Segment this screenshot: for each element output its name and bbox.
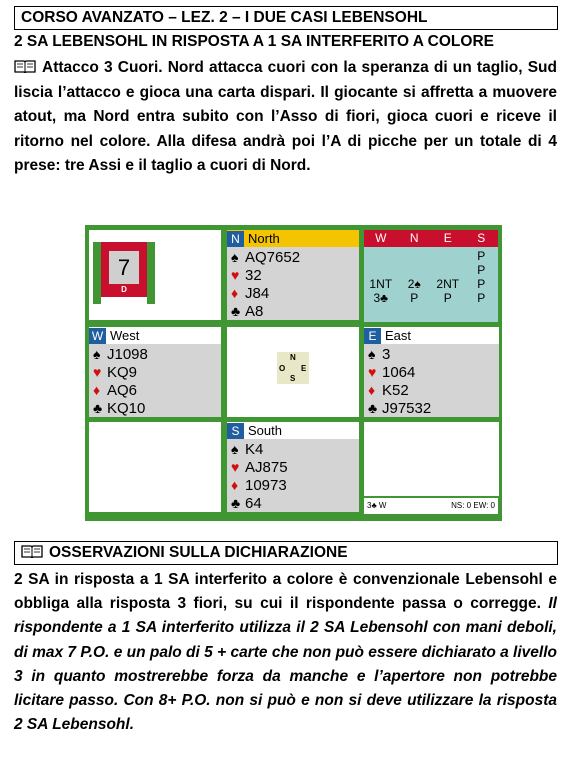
empty-cell (89, 422, 221, 512)
south-hearts-cards: AJ875 (245, 459, 288, 476)
west-diamonds-cards: AQ6 (107, 382, 138, 399)
bid-cell (431, 263, 465, 277)
north-name: North (248, 231, 280, 246)
observations-paragraph (14, 568, 557, 737)
bid-cell (431, 249, 465, 263)
bid-cell: P (443, 291, 452, 305)
dealer-marker: D (121, 285, 127, 294)
east-diamonds (364, 381, 499, 399)
bid-cell (364, 249, 398, 263)
west-hearts-cards: KQ9 (107, 364, 138, 381)
bid-col-east: E (443, 231, 452, 245)
club-icon: ♣ (231, 303, 241, 319)
score-bar (364, 498, 498, 514)
board-number: 7 (109, 251, 139, 284)
north-hand (227, 230, 359, 320)
diamond-icon: ♦ (231, 285, 239, 301)
result-cell (364, 422, 499, 496)
bid-col-south: S (477, 231, 486, 245)
west-clubs (89, 399, 221, 417)
north-hearts-cards: 32 (245, 267, 262, 284)
bid-col-north: N (409, 231, 419, 245)
vulnerability-frame (93, 242, 155, 297)
bid-cell: 2NT (436, 277, 460, 291)
east-hand (364, 327, 499, 417)
east-spades (364, 345, 499, 363)
bid-cell: P (477, 277, 486, 291)
spade-icon: ♠ (93, 346, 101, 362)
diamond-icon: ♦ (368, 382, 376, 398)
west-cards (89, 344, 221, 417)
bid-row (364, 277, 498, 291)
east-name: East (385, 328, 412, 343)
bidding-header (364, 230, 498, 247)
south-hearts (227, 458, 359, 476)
compass-north: N (290, 353, 296, 362)
bid-row (364, 291, 498, 305)
observations-title: OSSERVAZIONI SULLA DICHIARAZIONE (49, 544, 348, 561)
west-spades (89, 345, 221, 363)
south-clubs (227, 494, 359, 512)
spade-icon: ♠ (368, 346, 376, 362)
lead-paragraph (14, 56, 557, 179)
south-diamonds (227, 476, 359, 494)
west-name: West (110, 328, 140, 343)
diamond-icon: ♦ (93, 382, 101, 398)
bid-col-west: W (375, 231, 387, 245)
north-cards (227, 247, 359, 320)
bid-cell: P (477, 249, 486, 263)
bid-cell: P (477, 263, 486, 277)
south-cards (227, 439, 359, 512)
west-header (89, 327, 221, 344)
bid-cell: 2♠ (407, 277, 421, 291)
contract-label: 3♣ W (367, 501, 387, 510)
bid-cell: 3♣ (373, 291, 389, 305)
book-icon (14, 59, 36, 73)
south-clubs-cards: 64 (245, 495, 262, 512)
compass-icon (277, 352, 309, 384)
east-hearts-cards: 1064 (382, 364, 416, 381)
north-seat-tag: N (227, 231, 244, 248)
south-diamonds-cards: 10973 (245, 477, 287, 494)
bidding-table (364, 230, 498, 322)
bid-cell: P (410, 291, 419, 305)
north-clubs (227, 302, 359, 320)
east-header (364, 327, 499, 344)
north-diamonds (227, 284, 359, 302)
east-spades-cards: 3 (382, 346, 391, 363)
east-clubs (364, 399, 499, 417)
table-center (227, 327, 359, 417)
bid-cell (398, 263, 432, 277)
nonvul-stripe-right (147, 242, 155, 304)
score-label: NS: 0 EW: 0 (451, 501, 495, 510)
bid-cell: P (477, 291, 486, 305)
east-hearts (364, 363, 499, 381)
east-cards (364, 344, 499, 417)
west-hearts (89, 363, 221, 381)
south-header (227, 422, 359, 439)
heart-icon: ♥ (93, 364, 102, 380)
north-header (227, 230, 359, 247)
heart-icon: ♥ (231, 459, 240, 475)
observations-title-box (14, 541, 558, 565)
bid-cell: 1NT (369, 277, 393, 291)
east-diamonds-cards: K52 (382, 382, 409, 399)
east-clubs-cards: J97532 (382, 400, 432, 417)
west-diamonds (89, 381, 221, 399)
south-name: South (248, 423, 282, 438)
spade-icon: ♠ (231, 441, 239, 457)
compass-west: O (279, 364, 286, 373)
book-icon (21, 544, 43, 558)
south-spades (227, 440, 359, 458)
observations-italic-text: Il rispondente a 1 SA interferito utilizza il 2 SA Lebensohl con mani deboli, di max 7 P.O. e un palo di 5 + carte che non può essere dichiarato a livello 3 in quanto mostrerebbe forza da manche e l’apertore non potrebbe licitare passo. Con 8+ P.O. non si può e non si deve utilizzare la risposta 2 SA Lebensohl. (14, 595, 557, 734)
bid-cell (364, 263, 398, 277)
diamond-icon: ♦ (231, 477, 239, 493)
spade-icon: ♠ (231, 249, 239, 265)
heart-icon: ♥ (231, 267, 240, 283)
club-icon: ♣ (93, 400, 103, 416)
west-hand (89, 327, 221, 417)
compass-south: S (290, 374, 296, 383)
east-seat-tag: E (364, 328, 381, 345)
south-spades-cards: K4 (245, 441, 264, 458)
lesson-title: CORSO AVANZATO – LEZ. 2 – I DUE CASI LEBENSOHL (14, 6, 558, 30)
lead-text: Attacco 3 Cuori. Nord attacca cuori con la speranza di un taglio, Sud liscia l’attacco e gioca una carta dispari. Il giocante si affretta a muovere atout, ma Nord entra subito con l’Asso di fiori, gioca cuori e riceve il ritorno nel colore. Alla difesa andrà poi l’A di picche per un totale di 4 prese: tre Assi e il taglio a cuori di Nord. (14, 59, 557, 175)
west-clubs-cards: KQ10 (107, 400, 146, 417)
heart-icon: ♥ (368, 364, 377, 380)
bid-row (364, 263, 498, 277)
bid-row (364, 249, 498, 263)
west-seat-tag: W (89, 328, 106, 345)
bridge-deal-diagram (85, 225, 502, 521)
north-clubs-cards: A8 (245, 303, 264, 320)
club-icon: ♣ (368, 400, 378, 416)
west-spades-cards: J1098 (107, 346, 148, 363)
compass-east: E (301, 364, 307, 373)
board-indicator (93, 235, 161, 300)
south-hand (227, 422, 359, 512)
nonvul-stripe-left (93, 242, 101, 304)
observations-text: 2 SA in risposta a 1 SA interferito a colore è convenzionale Lebensohl e obbliga alla risposta 3 fiori, su cui il rispondente passa o corregge. (14, 571, 557, 613)
north-hearts (227, 266, 359, 284)
south-seat-tag: S (227, 423, 244, 440)
bid-cell (398, 249, 432, 263)
section-subtitle: 2 SA LEBENSOHL IN RISPOSTA A 1 SA INTERFERITO A COLORE (14, 33, 494, 50)
north-spades-cards: AQ7652 (245, 249, 301, 266)
north-spades (227, 248, 359, 266)
board-info-cell (89, 230, 221, 320)
north-diamonds-cards: J84 (245, 285, 270, 302)
club-icon: ♣ (231, 495, 241, 511)
